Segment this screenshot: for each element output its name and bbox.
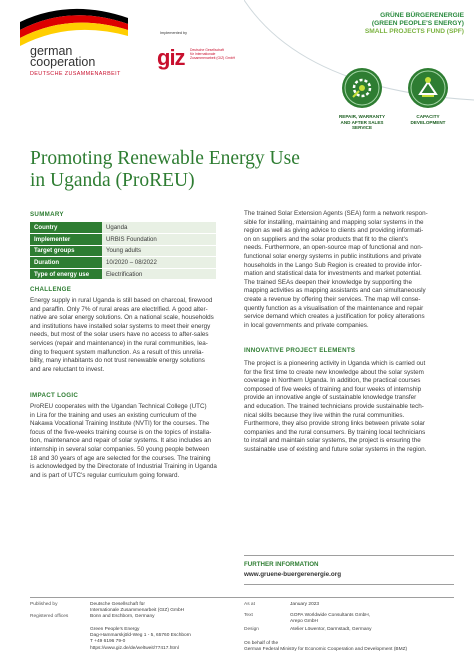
further-info-link[interactable]: www.gruene-buergerenergie.org: [244, 571, 342, 578]
innovative-text: The project is a pioneering activity in Uganda which is carried out for the first time to create new knowledge about the solar system coverage in Northern Uganda. In addition, the practical courses composed of five weeks of training and four weeks of internship provide an innovative angle of sustainable knowledge transfer and education. The trained technicians provide sustainable tech- nical skills because they live within the rural communities. Furthermore, they also provide strong links between private solar companies and the rural consumers. By training local technicians to install and maintain solar systems, the project is ensuring the sustainable use of existing and future solar systems in the region.: [244, 360, 427, 453]
impact-text: ProREU cooperates with the Ugandan Technical College (UTC) in Lira for the training and uses an existing curriculum of the Nakawa Vocational Training Institute (NVTI) for the courses. The focus of the five-weeks training course is on the topics of installa- tion, maintenance and repair of solar systems. It also includes an internship in several solar companies. 50 young people between 18 and 30 years of age are selected for the courses. The training is acknowledged by the Directorate of Industrial Training in Uganda and is part of UTC's regular curriculum going forward.: [30, 403, 217, 479]
table-row: Duration 10/2020 – 08/2022: [30, 257, 216, 269]
spf-label: GRÜNE BÜRGERENERGIE (GREEN PEOPLE'S ENERGY) SMALL PROJECTS FUND (SPF): [364, 12, 464, 35]
innovative-heading: INNOVATIVE PROJECT ELEMENTS: [244, 347, 356, 354]
table-row: Target groups Young adults: [30, 245, 216, 257]
divider: [244, 584, 454, 585]
german-cooperation-logo-text: german cooperation: [30, 44, 96, 69]
further-info-heading: FURTHER INFORMATION: [244, 561, 319, 568]
right-column-text: The trained Solar Extension Agents (SEA) form a network respon- sible for installing, maintaining and mapping solar systems in the region as well as giving advice to clients and providing informati- on on suppliers and the solar products that fit to the client's needs. Furthermore, an open-source map of functional and non- functional solar energy systems in public institutions and private households in the Lango Sub Region is created to provide infor- mation and statistical data for investments and market potential. The trained SEAs deepen their knowledge by supporting the mapping activities as mapping assistants and can simultaneously create a revenue by offering their services. The map will conse- quently function as a visualisation of the maintenance and repair service demand which creates a justification for policy alterations in local governments and private companies.: [244, 210, 428, 329]
capacity-badge-label: CAPACITY DEVELOPMENT: [410, 114, 446, 125]
text-label: Text: [244, 613, 253, 618]
implemented-by-label: Implemented by: [160, 31, 188, 35]
table-row: Type of energy use Electrification: [30, 268, 216, 280]
repair-badge-icon: [342, 68, 382, 108]
summary-heading: SUMMARY: [30, 211, 64, 218]
impact-heading: IMPACT LOGIC: [30, 392, 79, 399]
footer-divider: [30, 597, 454, 598]
as-at-value: January 2023: [290, 602, 320, 607]
on-behalf-of: On behalf of the German Federal Ministry for Economic Cooperation and Development (BMZ): [244, 641, 408, 653]
divider: [244, 555, 454, 556]
published-by-label: Published by: [30, 602, 58, 607]
giz-full-name: Deutsche Gesellschaft für Internationale Zusammenarbeit (GIZ) GmbH: [190, 48, 236, 61]
text-value: GOPA Worldwide Consultants GmbH, Arepo GmbH: [290, 613, 371, 625]
address-block: Green People's Energy Dag-Hammarskjöld-Weg 1 - 5, 65760 Eschborn T +49 6196 79-0 https://www.giz.de/de/weltweit/77417.html: [90, 627, 230, 652]
capacity-badge-icon: [408, 68, 448, 108]
design-label: Design: [244, 627, 259, 632]
giz-link[interactable]: https://www.giz.de/de/weltweit/77417.html: [90, 645, 179, 651]
summary-table: [30, 222, 216, 280]
table-row: Country Uganda: [30, 222, 216, 234]
deutsche-zusammenarbeit-label: DEUTSCHE ZUSAMMENARBEIT: [30, 71, 121, 77]
giz-logo: giz: [157, 45, 185, 70]
registered-offices-label: Registered offices: [30, 614, 69, 619]
repair-badge-label: REPAIR, WARRANTY AND AFTER SALES SERVICE: [338, 114, 386, 131]
published-by-value: Deutsche Gesellschaft für Internationale Zusammenarbeit (GIZ) GmbH Bonn and Eschborn, Germany: [90, 602, 185, 620]
design-value: Atelier Löwentor, Darmstadt, Germany: [290, 627, 372, 632]
page-title: Promoting Renewable Energy Use in Uganda (ProREU): [30, 148, 300, 191]
as-at-label: As at: [244, 602, 255, 607]
challenge-text: Energy supply in rural Uganda is still based on charcoal, firewood and paraffin. Only 7% of rural areas are electrified. A good alter- native are solar energy solutions. On a national scale, households and institutions have installed solar systems to meet their energy needs, but most of the solar users have no access to after-sales services (repair and maintenance) in the rural communities, lea- ding to frequent system malfunction. As a result of this unrelia- bility, many inhabitants do not trust renewable energy solutions and are reluctant to invest.: [30, 297, 214, 373]
challenge-heading: CHALLENGE: [30, 286, 72, 293]
table-row: Implementer URBIS Foundation: [30, 234, 216, 246]
